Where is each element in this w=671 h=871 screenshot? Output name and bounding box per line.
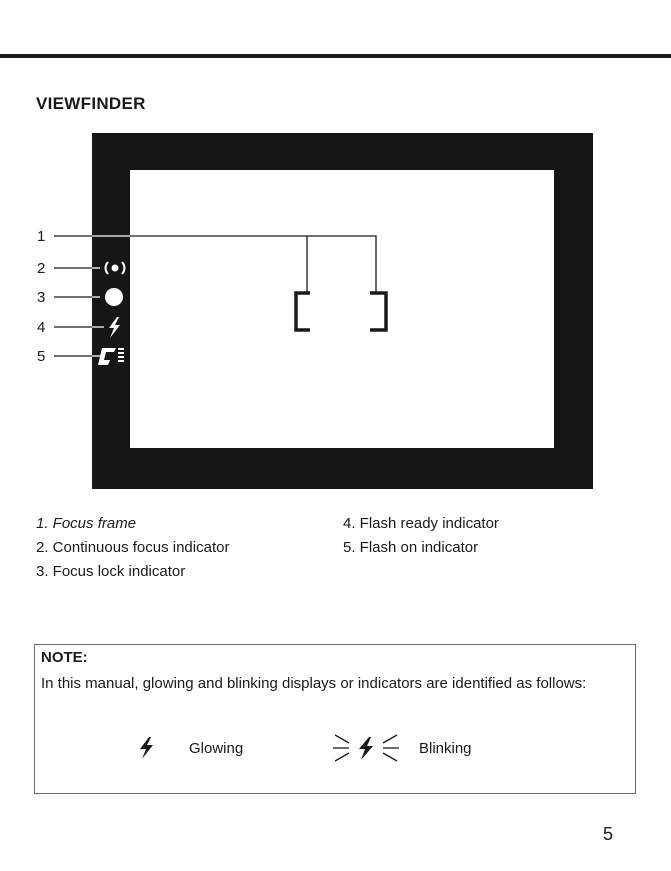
glowing-flash-icon <box>135 735 159 761</box>
callout-2: 2 <box>37 260 46 277</box>
legend-right-column <box>343 512 499 560</box>
note-box <box>34 644 636 794</box>
blinking-flash-icon <box>331 729 401 767</box>
blinking-label: Blinking <box>419 740 472 757</box>
legend-item-focus-lock: 3. Focus lock indicator <box>36 563 186 580</box>
legend-left-column <box>36 512 229 584</box>
legend-item-continuous-focus: 2. Continuous focus indicator <box>36 539 230 556</box>
callout-1: 1 <box>37 228 46 245</box>
focus-lock-icon <box>105 288 123 306</box>
legend-item-flash-on: 5. Flash on indicator <box>343 539 479 556</box>
viewfinder-screen <box>130 170 554 448</box>
glowing-label: Glowing <box>189 740 244 757</box>
callout-5: 5 <box>37 348 46 365</box>
note-title: NOTE: <box>41 649 88 666</box>
page-number: 5 <box>603 824 614 844</box>
callout-4: 4 <box>37 319 46 336</box>
legend-item-flash-ready: 4. Flash ready indicator <box>343 515 499 532</box>
section-title: VIEWFINDER <box>36 94 146 113</box>
callout-3: 3 <box>37 289 46 306</box>
note-text: In this manual, glowing and blinking displays or indicators are identified as follows: <box>41 675 587 692</box>
legend-item-focus-frame: 1. Focus frame <box>36 515 137 532</box>
note-legend-row <box>35 735 635 765</box>
